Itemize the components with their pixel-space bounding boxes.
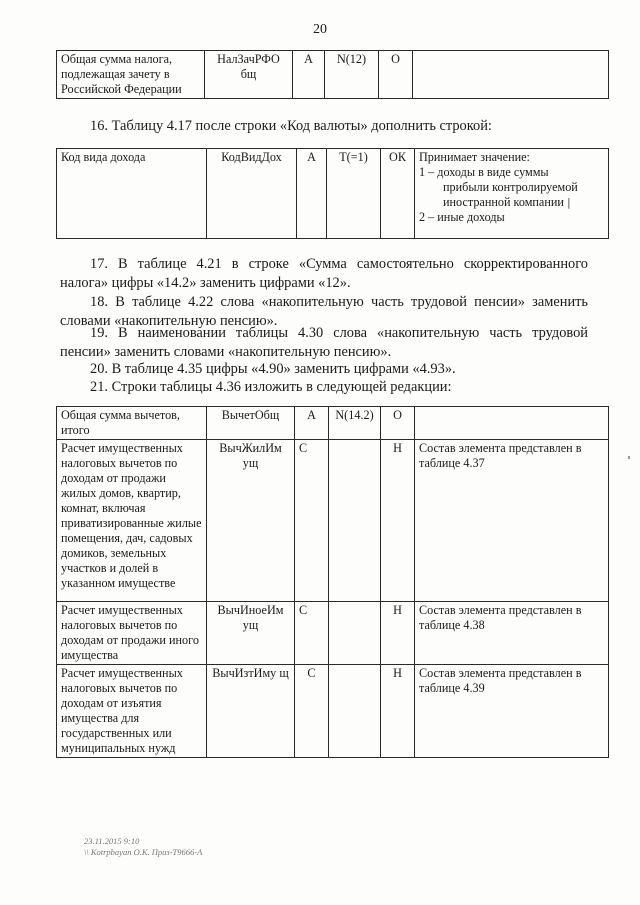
desc-head: Принимает значение: bbox=[419, 150, 530, 164]
scan-mark bbox=[628, 456, 630, 459]
cell-name: Расчет имущественных налоговых вычетов по доходам от продажи иного имущества bbox=[57, 602, 207, 665]
table-bottom bbox=[56, 406, 609, 758]
cell-name: Общая сумма налога, подлежащая зачету в Российской Федерации bbox=[57, 51, 205, 99]
cell-description bbox=[415, 407, 609, 440]
footer-stamp bbox=[84, 836, 202, 858]
table-row bbox=[57, 602, 609, 665]
cell-type: А bbox=[297, 149, 327, 239]
cell-code: ВычЖилИм ущ bbox=[207, 440, 295, 602]
cell-description bbox=[413, 51, 609, 99]
paragraph-19: 19. В наименовании таблицы 4.30 слова «накопительную часть трудовой пенсии» заменить словами «накопительную пенсию». bbox=[60, 325, 588, 360]
cell-code: КодВидДох bbox=[207, 149, 297, 239]
cell-required: О bbox=[381, 407, 415, 440]
desc-item-1-cont bbox=[419, 180, 604, 210]
cell-required: ОК bbox=[381, 149, 415, 239]
cell-required: Н bbox=[381, 440, 415, 602]
cell-code: НалЗачРФО бщ bbox=[205, 51, 293, 99]
desc-item-1: 1 – доходы в виде суммы bbox=[419, 165, 549, 179]
table-top bbox=[56, 50, 609, 99]
cell-format: N(12) bbox=[325, 51, 379, 99]
cell-format: N(14.2) bbox=[329, 407, 381, 440]
cell-code: ВычИноеИм ущ bbox=[207, 602, 295, 665]
cell-description: Состав элемента представлен в таблице 4.39 bbox=[415, 665, 609, 758]
cell-code: ВычетОбщ bbox=[207, 407, 295, 440]
footer-line-2: \\ Kotrpbayan О.К. Приз-Т9666-А bbox=[84, 847, 203, 857]
cell-description bbox=[415, 149, 609, 239]
cell-type: С bbox=[295, 602, 329, 665]
table-row bbox=[57, 149, 609, 239]
table-row bbox=[57, 440, 609, 602]
cell-type: С bbox=[295, 440, 329, 602]
cell-name: Расчет имущественных налоговых вычетов по доходам от изъятия имущества для государственных или муниципальных нужд bbox=[57, 665, 207, 758]
cell-format bbox=[329, 440, 381, 602]
cell-required: Н bbox=[381, 665, 415, 758]
table-row bbox=[57, 51, 609, 99]
paragraph-18: 18. В таблице 4.22 слова «накопительную часть трудовой пенсии» заменить словами «накопительную пенсию». bbox=[60, 294, 588, 329]
cell-format: T(=1) bbox=[327, 149, 381, 239]
cell-name: Общая сумма вычетов, итого bbox=[57, 407, 207, 440]
cell-description: Состав элемента представлен в таблице 4.37 bbox=[415, 440, 609, 602]
desc-item-2: 2 – иные доходы bbox=[419, 210, 505, 224]
paragraph-16: 16. Таблицу 4.17 после строки «Код валюты» дополнить строкой: bbox=[90, 118, 492, 134]
cell-name: Расчет имущественных налоговых вычетов по доходам от продажи жилых домов, квартир, комнат, включая приватизированные жилые помещения, дач, садовых домиков, земельных участков и долей в указанном имуществе bbox=[57, 440, 207, 602]
table-row bbox=[57, 665, 609, 758]
cell-format bbox=[329, 602, 381, 665]
cell-type: С bbox=[295, 665, 329, 758]
desc-item-1-cont-text: прибыли контролируемой иностранной компании bbox=[443, 180, 578, 209]
cell-required: О bbox=[379, 51, 413, 99]
footer-line-1: 23.11.2015 9:10 bbox=[84, 836, 140, 846]
cell-type: А bbox=[293, 51, 325, 99]
cell-description: Состав элемента представлен в таблице 4.38 bbox=[415, 602, 609, 665]
cell-type: А bbox=[295, 407, 329, 440]
text-cursor-icon: | bbox=[566, 196, 571, 209]
paragraph-20: 20. В таблице 4.35 цифры «4.90» заменить цифрами «4.93». bbox=[90, 361, 456, 377]
cell-name: Код вида дохода bbox=[57, 149, 207, 239]
cell-format bbox=[329, 665, 381, 758]
paragraph-21: 21. Строки таблицы 4.36 изложить в следующей редакции: bbox=[90, 379, 452, 395]
page-number: 20 bbox=[313, 22, 327, 37]
paragraph-17: 17. В таблице 4.21 в строке «Сумма самостоятельно скорректированного налога» цифры «14.2» заменить цифрами «12». bbox=[60, 256, 588, 291]
cell-code: ВычИзтИму щ bbox=[207, 665, 295, 758]
cell-required: Н bbox=[381, 602, 415, 665]
table-mid bbox=[56, 148, 609, 239]
table-row bbox=[57, 407, 609, 440]
